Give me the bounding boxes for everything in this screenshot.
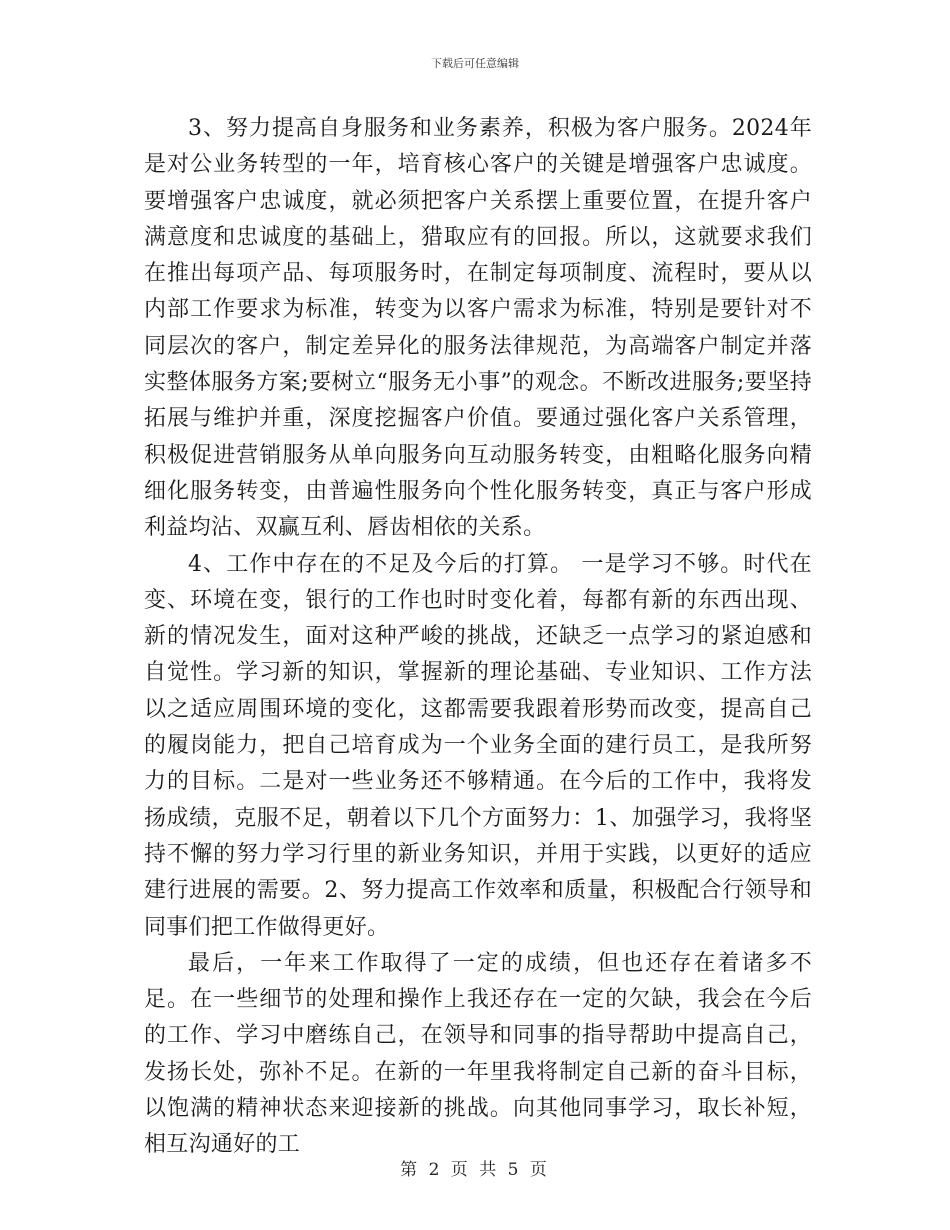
- page-header-note: 下载后可任意编辑: [431, 57, 519, 70]
- page-number-footer: 第 2 页 共 5 页: [400, 1160, 550, 1180]
- paragraph-shortcomings-plans: 4、工作中存在的不足及今后的打算。 一是学习不够。时代在变、环境在变，银行的工作也时时变化着，每都有新的东西出现、新的情况发生，面对这种严峻的挑战，还缺乏一点学习的紧迫感和自觉性。学习新的知识，掌握新的理论基础、专业知识、工作方法以之适应周围环境的变化，这都需要我跟着形势而改变，提高自己的履岗能力，把自己培育成为一个业务全面的建行员工，是我所努力的目标。二是对一些业务还不够精通。在今后的工作中，我将发扬成绩，克服不足，朝着以下几个方面努力：1、加强学习，我将坚持不懈的努力学习行里的新业务知识，并用于实践，以更好的适应建行进展的需要。2、努力提高工作效率和质量，积极配合行领导和同事们把工作做得更好。: [144, 551, 812, 940]
- paragraph-conclusion: 最后，一年来工作取得了一定的成绩，但也还存在着诸多不足。在一些细节的处理和操作上我还存在一定的欠缺，我会在今后的工作、学习中磨练自己，在领导和同事的指导帮助中提高自己，发扬长处，弥补不足。在新的一年里我将制定自己新的奋斗目标，以饱满的精神状态来迎接新的挑战。向其他同事学习，取长补短，相互沟通好的工: [144, 950, 812, 1158]
- document-body: [144, 111, 812, 1164]
- paragraph-service-quality: 3、努力提高自身服务和业务素养，积极为客户服务。2024年是对公业务转型的一年，培育核心客户的关键是增强客户忠诚度。要增强客户忠诚度，就必须把客户关系摆上重要位置，在提升客户满意度和忠诚度的基础上，猎取应有的回报。所以，这就要求我们在推出每项产品、每项服务时，在制定每项制度、流程时，要从以内部工作要求为标准，转变为以客户需求为标准，特别是要针对不同层次的客户，制定差异化的服务法律规范，为高端客户制定并落实整体服务方案;要树立“服务无小事”的观念。不断改进服务;要坚持拓展与维护并重，深度挖掘客户价值。要通过强化客户关系管理，积极促进营销服务从单向服务向互动服务转变，由粗略化服务向精细化服务转变，由普遍性服务向个性化服务转变，真正与客户形成利益均沾、双赢互利、唇齿相依的关系。: [144, 116, 812, 541]
